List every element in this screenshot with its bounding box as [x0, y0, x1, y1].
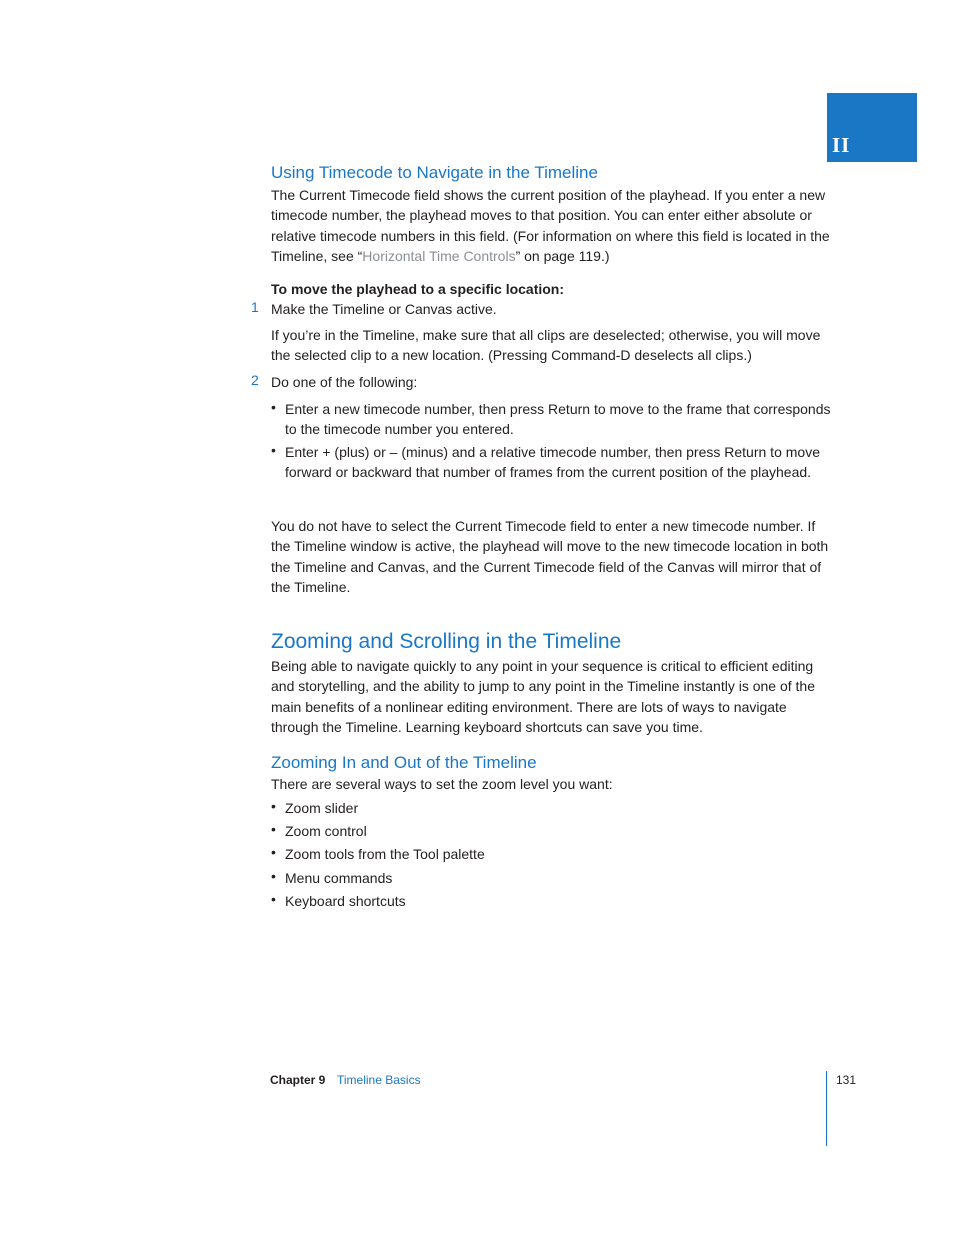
list-item-text: Keyboard shortcuts [285, 893, 406, 909]
list-item: • Zoom control [271, 821, 831, 841]
intro-text-after-link: ” on page 119.) [515, 247, 610, 264]
list-item-text: Menu commands [285, 870, 393, 886]
horizontal-time-controls-link[interactable]: Horizontal Time Controls [362, 247, 516, 264]
step-text: Do one of the following: [271, 374, 418, 390]
list-item: • Zoom slider [271, 798, 831, 818]
list-item: • Enter a new timecode number, then press Return to move to the frame that corresponds to the timecode number you entered. [271, 399, 831, 440]
list-item: • Zoom tools from the Tool palette [271, 844, 831, 864]
list-item: • Menu commands [271, 868, 831, 888]
timecode-closing-paragraph: You do not have to select the Current Timecode field to enter a new timecode number. If the Timeline window is active, the playhead will move to the new timecode location in both the Timeline and Canvas, and the Current Timecode field of the Canvas will mirror that of the Timeline. [271, 518, 829, 595]
step-2 [251, 372, 831, 392]
list-item-text: Zoom tools from the Tool palette [285, 846, 485, 862]
section-tab-label: II [832, 133, 851, 157]
intro-text-before-link: The Current Timecode field shows the current position of the playhead. If you enter a new timecode number, the playhead moves to that position. You can enter either absolute or relative timecode numbers in this field. (For information on where this field is located in the Timeline, see “ [271, 187, 830, 264]
zooming-scrolling-intro: Being able to navigate quickly to any point in your sequence is critical to efficient editing and storytelling, and the ability to jump to any point in the Timeline instantly is one of the main benefits of a nonlinear editing environment. There are lots of ways to navigate through the Timeline. Learning keyboard shortcuts can save you time. [271, 658, 815, 735]
footer-divider [826, 1071, 827, 1146]
zoom-intro: There are several ways to set the zoom level you want: [271, 776, 613, 792]
list-item-text: Zoom slider [285, 800, 359, 816]
section-heading-zooming-scrolling: Zooming and Scrolling in the Timeline [271, 630, 622, 653]
footer-chapter-title: Timeline Basics [337, 1073, 421, 1087]
list-item-text: Enter a new timecode number, then press Return to move to the frame that corresponds to the timecode number you entered. [285, 401, 831, 438]
step-text: Make the Timeline or Canvas active. [271, 301, 497, 317]
step-number: 1 [251, 299, 259, 315]
page-number: 131 [836, 1073, 857, 1087]
step-1 [251, 299, 831, 319]
list-item-text: Zoom control [285, 823, 367, 839]
list-item: • Enter + (plus) or – (minus) and a relative timecode number, then press Return to move forward or backward that number of frames from the current position of the playhead. [271, 442, 831, 483]
task-heading: To move the playhead to a specific location: [271, 281, 565, 297]
section-heading-timecode: Using Timecode to Navigate in the Timeline [271, 163, 598, 182]
step-1-note: If you’re in the Timeline, make sure that all clips are deselected; otherwise, you will move the selected clip to a new location. (Pressing Command-D deselects all clips.) [271, 327, 821, 364]
step-number: 2 [251, 372, 259, 388]
section-heading-zooming-in-out: Zooming In and Out of the Timeline [271, 753, 537, 772]
list-item: • Keyboard shortcuts [271, 891, 831, 911]
footer-chapter: Chapter 9 [270, 1073, 326, 1087]
list-item-text: Enter + (plus) or – (minus) and a relative timecode number, then press Return to move forward or backward that number of frames from the current position of the playhead. [285, 444, 820, 481]
timecode-intro-paragraph [271, 185, 831, 266]
section-tab [827, 93, 917, 162]
